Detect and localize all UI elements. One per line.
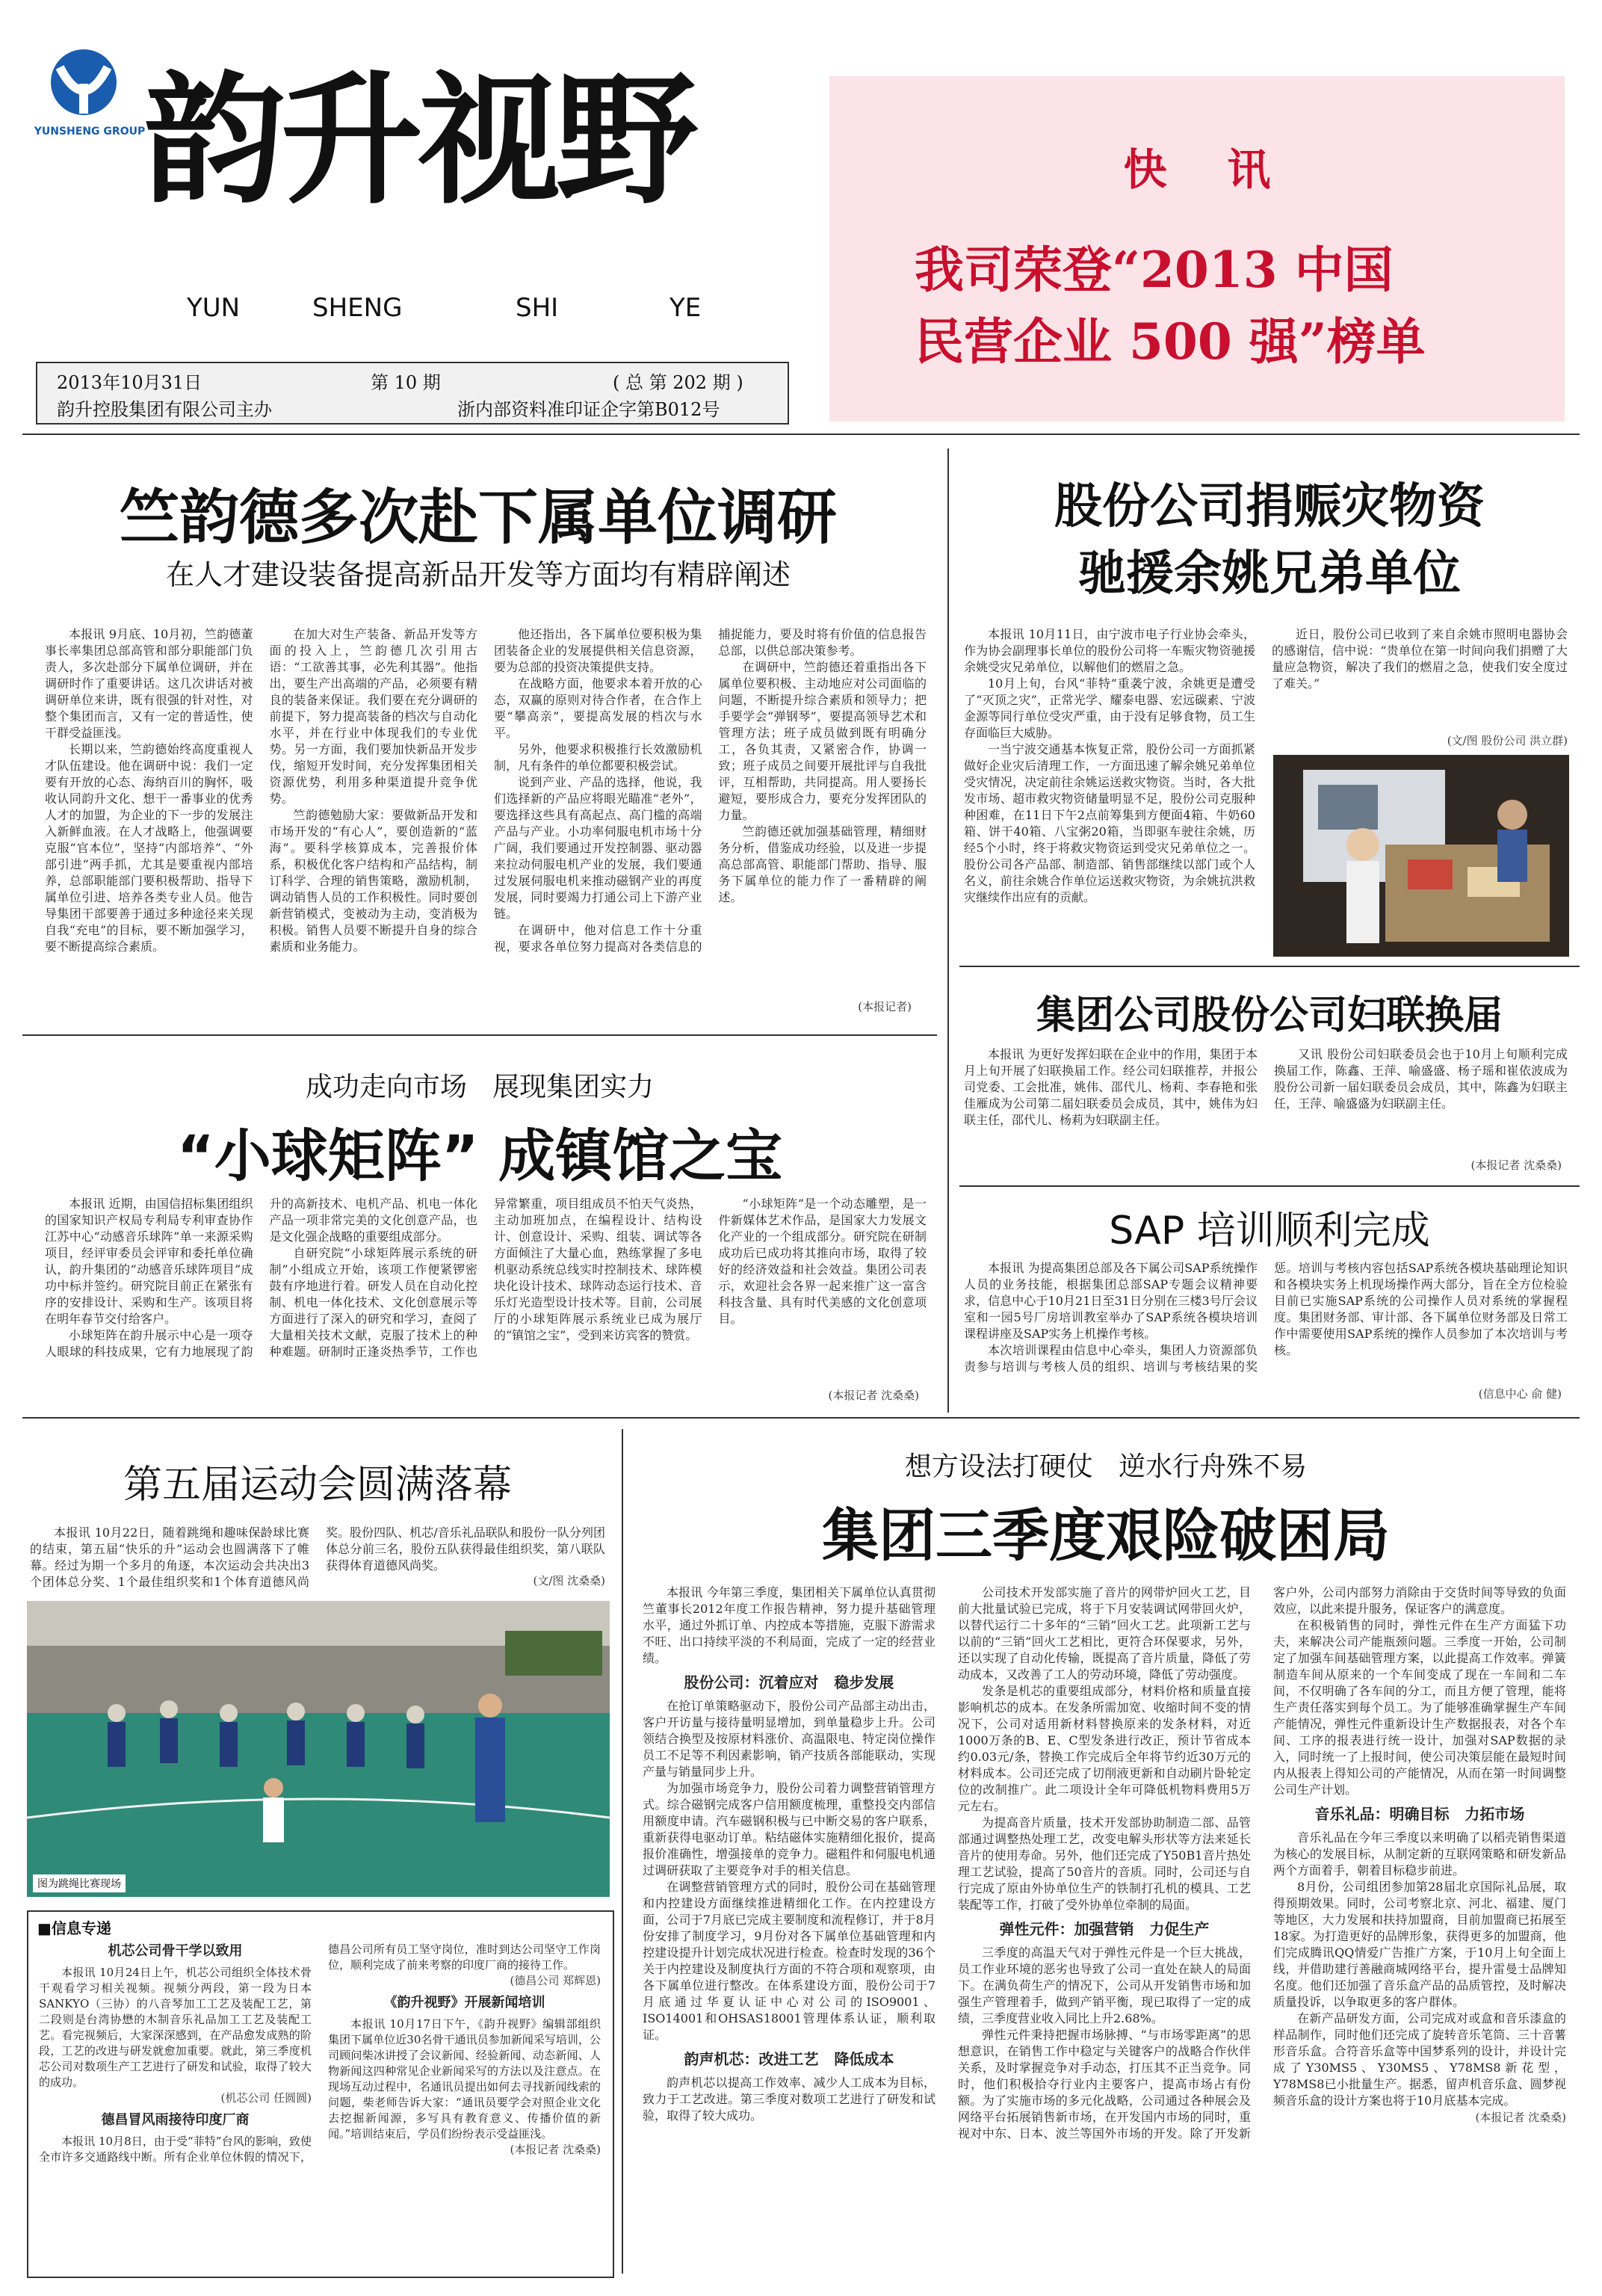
a3-p: “小球矩阵”是一个动态雕塑，是一件新媒体艺术作品，是国家大力发展文化产业的一个组成部分。研究院在研制成功后已成功将其推向市场，取得了较好的经济效益和社会效益。集团公司表示，欢迎社会各界一起来推广这一富含科技含量、具有时代美感的文化创意项目。	[718, 1197, 927, 1326]
pinyin-yun: YUN	[187, 293, 241, 323]
a5-p: 本报讯 为提高集团总部及各下属公司SAP系统操作人员的业务技能，根据集团总部SAP专题会议精神要求，信息中心于10月21日至31日分别在三楼3号厅会议室和一园5号厂房培训教室举办了SAP系统各模块培训课程讲座及SAP实务上机操作考核。	[964, 1261, 1258, 1341]
rule-a4	[959, 1185, 1580, 1187]
flash-headline-1: 我司荣登“2013 中国	[915, 241, 1394, 299]
a5-body	[964, 1260, 1568, 1380]
a1-p: 竺韵德勉励大家：要做新品开发和市场开发的“有心人”，要创造新的“蓝海”。要科学核算成本，完善报价体系，积极优化客户结构和产品结构，制订科学、合理的销售策略，激励机制，调动销售人员的工作积极性。同时要创新营销模式，变被动为主动，变消极为积极。销售人员要不断提升自身的综合素质和业务能力。	[269, 808, 477, 954]
info-item-body: 本报讯 10月17日下午，《韵升视野》编辑部组织集团下属单位近30名骨干通讯员参加新闻采写培训，公司顾问柴冰讲授了会议新闻、经验新闻、动态新闻、人物新闻这四种常见企业新闻采写的方法以及注意点。在现场互动过程中，名通讯员提出如何去寻找新闻线索的问题，柴老师告诉大家：“通讯员要学会对照企业文化去挖掘新闻源，多写具有教育意义、传播价值的新闻。”培训结束后，学员们纷纷表示受益匪浅。	[328, 2017, 601, 2141]
info-item-title: 机芯公司骨干学以致用	[108, 1943, 243, 1959]
a7-p: 为加强市场竞争力，股份公司着力调整营销管理方式。综合磁钢完成客户信用额度梳理，重整投交内部信用额度申请。汽车磁钢积极与已中断交易的客户联系，重新获得电驱动订单。粘结磁体实施精细化报价，提高报价准确性，增强接单的竞争力。磁粗件和伺服电机通过调研获取了主要竞争对手的相关信息。	[643, 1781, 935, 1877]
a2-title-2: 驰援余姚兄弟单位	[1078, 546, 1461, 602]
a3-p: 小球矩阵在韵升展示中心是一项夺人眼球的科技成果，它有力地展现了韵升的高新技术、电机产品、机电一体化产品一项非常完美的文化创意产品，也是文化强企战略的重要组成部分。	[45, 1197, 477, 1359]
a6-title: 第五届运动会圆满落幕	[123, 1463, 512, 1507]
a7-body	[643, 1584, 1566, 2266]
rule-a2	[959, 966, 1580, 967]
a7-p: 在抢订单策略驱动下，股份公司产品部主动出击，客户开访量与接待量明显增加，到单量稳步上升。公司领结合换型及按原材料涨价、高温限电、特定岗位操作员工不足等不利因素影响，销产技质各部能联动，实现产量与销量同步上升。	[643, 1699, 935, 1779]
group-logo	[22, 46, 157, 158]
a7-p: 弹性元件秉持把握市场脉搏、“与市场零距离”的思想意识，在销售工作中稳定与关键客户的战略合作伙伴关系，及时掌握竞争对手动态，打压其不正当竞争。同时，他们积极拾夺行业内主要客户，提高市场占有份额。为了实施市场的多元化战略，公司通过各种展会及网络平台拓展销售新市场，在开发国内市场的同时，重视对中东、日本、波兰等国外市场的开发。除了开发新客户外，公司内部努力消除由于交货时间等导致的负面效应，以此来提升服务，保证客户的满意度。	[958, 1585, 1566, 2141]
a2-photo-donation	[1273, 755, 1569, 957]
flash-news-box	[829, 76, 1565, 422]
a2-p: 近日，股份公司已收到了来自余姚市照明电器协会的感谢信，信中说：“贵单位在第一时间向我们捐赠了大量应急物资，解决了我们的燃眉之急，使我们安全度过了难关。”	[1272, 627, 1568, 691]
a2-credit: (文/图 股份公司 洪立群)	[1447, 734, 1568, 747]
rule-middle	[22, 1417, 1580, 1419]
a7-subhead: 股份公司：沉着应对 稳步发展	[684, 1673, 894, 1691]
a7-p: 为提高音片质量，技术开发部协助制造二部、品管部通过调整热处理工艺，改变电解头形状等方法来延长音片的使用寿命。另外，他们还完成了Y50B1音片热处理工艺试验，提高了50音片的音质。同时，公司还与自行完成了原由外协单位生产的铁制打孔机的模具、工艺装配等工作，打破了受外协单位牵制的局面。	[958, 1815, 1251, 1912]
a1-subtitle: 在人才建设装备提高新品开发等方面均有精辟阐述	[165, 558, 791, 591]
a7-p: 公司技术开发部实施了音片的网带炉回火工艺，目前大批量试验已完成，将于下月安装调试网带回火炉，以替代运行二十多年的“三销”回火工艺。此项新工艺与以前的“三销”回火工艺相比，更符合环保要求，另外，还以实现了自动化传输，既提高了音片质量，降低了劳动成本，又改善了工人的劳动环境，降低了劳动强度。	[958, 1585, 1251, 1682]
a7-p: 本报讯 今年第三季度，集团相关下属单位认真贯彻竺董事长2012年度工作报告精神，努力提升基础管理水平，通过外抓订单、内控成本等措施，克服下游需求不旺、出口持续平淡的不利局面，完成了一定的经营业绩。	[643, 1585, 935, 1665]
a7-p: 音乐礼品在今年三季度以来明确了以稻壳销售渠道为核心的发展目标，从制定新的互联网策略和研发新品两个方面着手，朝着目标稳步前进。	[1273, 1830, 1566, 1877]
rule-top	[22, 433, 1580, 435]
a4-p: 又讯 股份公司妇联委员会也于10月上旬顺利完成换届工作，陈鑫、王萍、喻盛盛、杨子瑶和崔依波成为股份公司新一届妇联委员会成员，其中，陈鑫为妇联主任，王萍、喻盛盛为妇联副主任。	[1274, 1047, 1568, 1111]
a3-title: “小球矩阵” 成镇馆之宝	[176, 1123, 783, 1189]
pinyin-shi: SHI	[516, 293, 559, 323]
a5-p: 本次培训课程由信息中心牵头，集团人力资源部负责参与培训与考核人员的组织、培训与考核结果的奖惩。培训与考核内容包括SAP系统各模块基础理论知识和各模块实务上机现场操作两大部分，旨在全方位检验目前已实施SAP系统的公司操作人员对系统的掌握程度。集团财务部、审计部、各下属单位财务部及日常工作中需要使用SAP系统的操作人员参加了本次培训与考核。	[964, 1261, 1568, 1374]
a2-p: 本报讯 10月11日，由宁波市电子行业协会牵头，作为协会副理事长单位的股份公司将一车赈灾物资驰援余姚受灾兄弟单位，以解他们的燃眉之急。	[964, 627, 1255, 674]
a2-title-1: 股份公司捐赈灾物资	[1054, 479, 1485, 534]
a3-body	[45, 1196, 927, 1384]
a6-photo-sports	[27, 1601, 610, 1897]
a2-body-right	[1272, 626, 1568, 716]
a5-title: SAP 培训顺利完成	[1109, 1209, 1430, 1253]
a7-p: 发条是机芯的重要组成部分，材料价格和质量直接影响机芯的成本。在发条所需加宽、收缩时间不变的情况下，公司对适用新材料替换原来的发条材料，对近1000万条的B、E、C型发条进行改正，预计节省成本约0.03元/条，替换工作完成后全年将节约近30万元的材料成本。公司还完成了切削液更新和自动刷片卧轮定位的改制推广。此二项设计全年可降低机物料费用5万元左右。	[958, 1684, 1251, 1813]
a1-p: 竺韵德还就加强基础管理，精细财务分析，借鉴成功经验，以及进一步提高总部高管、职能部门帮助、指导、服务下属单位的能力作了一番精辟的阐述。	[718, 824, 927, 904]
a1-credit: (本报记者)	[858, 1000, 912, 1013]
rule-col-bottom	[622, 1429, 623, 2274]
a1-body	[45, 626, 927, 982]
a1-p: 在战略方面，他要求本着开放的心态，双赢的原则对待合作者，在合作上要“攀高亲”，要提高发展的档次与水平。	[494, 676, 702, 740]
issue-box	[36, 362, 789, 425]
a7-p: 三季度的高温天气对于弹性元件是一个巨大挑战，员工作业环境的恶劣也导致了公司一直处在缺人的局面下。在满负荷生产的情况下，公司从开发销售市场和加强生产管理着手，做到产销平衡，现已取得了一定的成绩，三季度营业收入同比上升2.68%。	[958, 1945, 1251, 2025]
issue-sponsor: 韵升控股集团有限公司主办	[57, 399, 272, 420]
issue-license: 浙内部资料准印证企字第B012号	[457, 399, 720, 420]
a3-kicker: 成功走向市场 展现集团实力	[305, 1072, 655, 1102]
masthead-title: 韵升视野	[143, 57, 694, 223]
info-label: ■信息专递	[37, 1919, 111, 1937]
a1-p: 长期以来，竺韵德始终高度重视人才队伍建设。他在调研中说：我们一定要有开放的心态、海纳百川的胸怀，吸收认同韵升文化、想干一番事业的优秀人才的加盟，为企业的下一步的发展注入新鲜血液。在人才战略上，他强调要克服“官本位”，坚持“内部培养”、“外部引进”两手抓，尤其是要重视内部培养，总部职能部门要积极帮助、指导下属单位引进、培养各类专业人员。他告导集团干部要善于通过多种途径来关现自我“充电”的目标，要不断加强学习，要不断提高综合素质。	[45, 742, 253, 954]
a2-body-left	[964, 626, 1255, 943]
a6-credit: (文/图 沈桑桑)	[533, 1574, 605, 1587]
a7-p: 8月份，公司组团参加第28届北京国际礼品展，取得预期效果。同时，公司考察北京、河北、福建、厦门等地区，大力发展和扶持加盟商，目前加盟商已拓展至18家。为打造更好的品牌形象，获得更多的加盟商，他们完成腾讯QQ情爱广告推广方案，于10月上旬全面上线，并借助建行善融商城网络平台，提升雷曼士品牌知名度。他们还加强了音乐盒产品的品质管控，及时解决质量投诉，以争取更多的客户群体。	[1273, 1880, 1566, 2009]
a6-photo-caption: 图为跳绳比赛现场	[33, 1874, 126, 1892]
sports-photo-icon	[27, 1601, 610, 1897]
a1-p: 他还指出，各下属单位要积极为集团装备企业的发展提供相关信息资源，要为总部的投资决策提供支持。	[494, 627, 702, 674]
pinyin-sheng: SHENG	[312, 293, 403, 323]
a7-title: 集团三季度艰险破困局	[822, 1502, 1390, 1569]
issue-total: ( 总 第 202 期 )	[613, 372, 743, 393]
a7-p: 在调整营销管理方式的同时，股份公司在基础管理和内控建设方面继续推进精细化工作。在内控建设方面，公司于7月底已完成主要制度和流程修订，并于8月份安排了制度学习，9月份对各下属单位基础管理和内控建设提升计划完成状况进行检查。检查时发现的36个关于内控建设及制度执行方面的不符合项和观察项，由各下属单位进行整改。在体系建设方面，股份公司于7月底通过华夏认证中心对公司的ISO9001、ISO14001和OHSAS18001管理体系认证，顺利取证。	[643, 1880, 935, 2042]
info-item-body: 本报讯 10月24日上午，机芯公司组织全体技术骨干观看学习相关视频。视频分两段，第一段为日本SANKYO（三协）的八音琴加工工艺及装配工艺，第二段则是台湾协懋的木制音乐礼品加工工艺及装配工艺。看完视频后，大家深深感到，在产品愈发成熟的阶段，工艺的改进与研发就愈加重要。就此，第三季度机芯公司对数项生产工艺进行了研发和试验，取得了较大的成功。	[39, 1966, 312, 2089]
a7-kicker: 想方设法打硬仗 逆水行舟殊不易	[904, 1451, 1308, 1482]
flash-headline-2: 民营企业 500 强”榜单	[915, 312, 1426, 371]
a6-p: 本报讯 10月22日，随着跳绳和趣味保龄球比赛的结束，第五届“快乐的升”运动会也圆满落下了帷幕。经过为期一个多月的角逐，本次运动会共决出3个团体总分奖、1个最佳组织奖和1个体育道德风尚奖。股份四队、机芯/音乐礼品联队和股份一队分列团体总分前三名，股份五队获得最佳组织奖，第八联队获得体育道德风尚奖。	[30, 1525, 605, 1589]
info-item-credit: (德昌公司 郑辉恩)	[510, 1974, 601, 1987]
a7-subhead: 音乐礼品：明确目标 力拓市场	[1314, 1805, 1525, 1823]
a7-p: 在积极销售的同时，弹性元件在生产方面猛下功夫，来解决公司产能瓶颈问题。三季度一开始，公司制定了加强车间基础管理方案，以此提高工作效率。弹簧制造车间从原来的一个车间变成了现在一车间和二车间，不仅明确了各车间的分工，而且方便了管理，能将生产责任落实到每个员工。为了能够准确掌握生产车间产能情况，弹性元件重新设计生产数据报表，对各个车间、工序的报表进行统一设计，加强对SAP数据的录入，同时统一了上报时间，使公司决策层能在最短时间内从报表上得知公司的产能情况，从而在第一时间调整公司生产计划。	[1273, 1618, 1566, 1797]
a3-p: 自研究院“小球矩阵展示系统的研制”小组成立开始，该项工作便紧锣密鼓有序地进行着。研发人员在自动化控制、机电一体化技术、文化创意展示等方面进行了深入的研究和学习，查阅了大量相关技术文献，克服了技术上的种种难题。研制时正逢炎热季节，工作也异常繁重，项目组成员不怕天气炎热，主动加班加点，在编程设计、结构设计、创意设计、采购、组装、调试等各方面倾注了大量心血，熟练掌握了多电机驱动系统总线实时控制技术、球阵模块化设计技术、球阵动态运行技术、音乐灯光造型设计技术等。目前，公司展厅的小球矩阵展示系统业已成为展厅的“镇馆之宝”，受到来访宾客的赞赏。	[269, 1197, 702, 1359]
a7-subhead: 韵声机芯：改进工艺 降低成本	[684, 2050, 894, 2068]
rule-col-top	[947, 448, 949, 1413]
a1-p: 说到产业、产品的选择，他说，我们选择新的产品应将眼光瞄准“老外”，要选择这些具有高起点、高门槛的高端产品与产业。小功率伺服电机市场十分广阔，我们要通过开发控制器、驱动器来拉动伺服电机产业的发展，我们要通过发展伺服电机来推动磁钢产业的再度发展，同时要竭力打通公司上下游产业链。	[494, 775, 702, 921]
a1-p: 本报讯 9月底、10月初，竺韵德董事长率集团总部高管和部分职能部门负责人，多次赴部分下属单位调研，并在调研时作了重要讲话。这几次讲话对被调研单位来讲，既有很强的针对性，对整个集团而言，又有一定的普适性，使干群受益匪浅。	[45, 627, 253, 740]
a1-p: 在调研中，竺韵德还着重指出各下属单位要积极、主动地应对公司面临的问题，不断提升综合素质和领导力；把手要学会“弹钢琴”，要提高领导艺术和管理方法；班子成员做到既有明确分工，各负其责，又紧密合作，协调一致；班子成员之间要开展批评与自我批评，互相帮助，共同提高。用人要扬长避短，要形成合力，要充分发挥团队的力量。	[718, 660, 927, 822]
a2-p: 10月上旬，台风“菲特”重袭宁波，余姚更是遭受了“灭顶之灾”，正常光学、耀泰电器、宏远碳素、宁波金源等同行单位受灾严重，由于没有足够食物，员工生存面临巨大威胁。	[964, 676, 1255, 740]
yunsheng-logo-icon	[39, 46, 129, 121]
a1-p: 另外，他要求积极推行长效激励机制，凡有条件的单位都要积极尝试。	[494, 742, 702, 773]
info-item-body: 本报讯 10月8日，由于受“菲特”台风的影响，致使全市许多交通路线中断。所有企业单位休假的情况下，德昌公司所有员工坚守岗位，准时到达公司坚守工作岗位，顺利完成了前来考察的印度厂商的接待工作。	[39, 1942, 601, 2164]
a4-body	[964, 1046, 1568, 1152]
a7-p: 韵声机芯以提高工作效率、减少人工成本为目标，致力于工艺改进。第三季度对数项工艺进行了研发和试验，取得了较大成功。	[643, 2076, 935, 2123]
donation-photo-icon	[1273, 755, 1569, 957]
masthead-pinyin	[187, 293, 725, 323]
info-item-credit: (本报记者 沈桑桑)	[510, 2143, 601, 2156]
a1-p: 在加大对生产装备、新品开发等方面的投入上，竺韵德几次引用古语：“工欲善其事，必先利其器”。他指出，要生产出高端的产品，必须要有精良的装备来保证。我们要在充分调研的前提下，努力提高装备的档次与自动化水平，并在行业中体现我们的专业优势。另一方面，我们要加快新品开发步伐，缩短开发时间，充分发挥集团相关资源优势，利用多种渠道提升竞争优势。	[269, 627, 477, 806]
group-logo-text: YUNSHENG GROUP	[34, 126, 146, 138]
info-item-title: 德昌冒风雨接待印度厂商	[101, 2112, 250, 2128]
issue-number: 第 10 期	[371, 372, 441, 393]
info-body	[39, 1942, 601, 2271]
a7-subhead: 弹性元件：加强营销 力促生产	[999, 1920, 1210, 1938]
info-box	[27, 1910, 614, 2278]
pinyin-ye: YE	[669, 293, 702, 323]
rule-a1	[22, 1034, 937, 1036]
flash-label: 快 讯	[1123, 144, 1271, 195]
issue-date: 2013年10月31日	[57, 372, 202, 393]
a4-credit: (本报记者 沈桑桑)	[1470, 1158, 1562, 1172]
a4-title: 集团公司股份公司妇联换届	[1036, 993, 1503, 1038]
a3-credit: (本报记者 沈桑桑)	[828, 1389, 919, 1402]
a5-credit: (信息中心 俞 健)	[1478, 1387, 1562, 1401]
a4-p: 本报讯 为更好发挥妇联在企业中的作用，集团于本月上旬开展了妇联换届工作。经公司妇联推荐，并报公司党委、工会批准，姚伟、邵代儿、杨莉、李春艳和张佳雁成为公司第二届妇联委员会成员，其中，姚伟为妇联主任，邵代儿、杨莉为妇联副主任。	[964, 1047, 1258, 1127]
a2-p: 一当宁波交通基本恢复正常，股份公司一方面抓紧做好企业灾后清理工作，一方面迅速了解余姚兄弟单位受灾情况，决定前往余姚运送救灾物资。当时，各大批发市场、超市救灾物资储量明显不足，股份公司克服种种困难，在11日下午2点前筹集到方便面4箱、牛奶60箱、饼干40箱、八宝粥20箱，当即驱车驶往余姚，历经5个小时，终于将救灾物资运到受灾兄弟单位之一。股份公司各产品部、制造部、销售部继续以部门或个人名义，前往余姚合作单位运送救灾物资，为余姚抗洪救灾继续作出应有的贡献。	[964, 742, 1255, 904]
info-item-credit: (机芯公司 任圆圆)	[220, 2091, 312, 2105]
info-item-title: 《韵升视野》开展新闻培训	[383, 1995, 545, 2010]
a7-credit: (本报记者 沈桑桑)	[1475, 2111, 1566, 2124]
a1-title: 竺韵德多次赴下属单位调研	[120, 482, 837, 552]
a3-p: 本报讯 近期，由国信招标集团组织的国家知识产权局专利局专利审查协作江苏中心“动感音乐球阵”单一来源采购项目，经评审委员会评审和委托单位确认，韵升集团的“动感音乐球阵项目”成功中标并签约。研究院目前正在紧张有序的安排设计、采购和生产。该项目将在明年春节交付给客户。	[45, 1197, 253, 1326]
a1-p: 在调研中，他对信息工作十分重视，要求各单位努力提高对各类信息的捕捉能力，要及时将有价值的信息报告总部，以供总部决策参考。	[494, 627, 927, 954]
a7-p: 在新产品研发方面，公司完成对或盒和音乐漆盒的样品制作，同时他们还完成了旋转音乐笔筒、三十音薯形音乐盒。合符音乐盒等中国梦系列的设计，并设计完成了Y30MS5、Y30MS5、Y78MS8新花型，Y78MS8已小批量生产。据悉，留声机音乐盒、圆梦视频音乐盒的设计方案也将于10月底基本完成。	[1273, 2011, 1566, 2108]
